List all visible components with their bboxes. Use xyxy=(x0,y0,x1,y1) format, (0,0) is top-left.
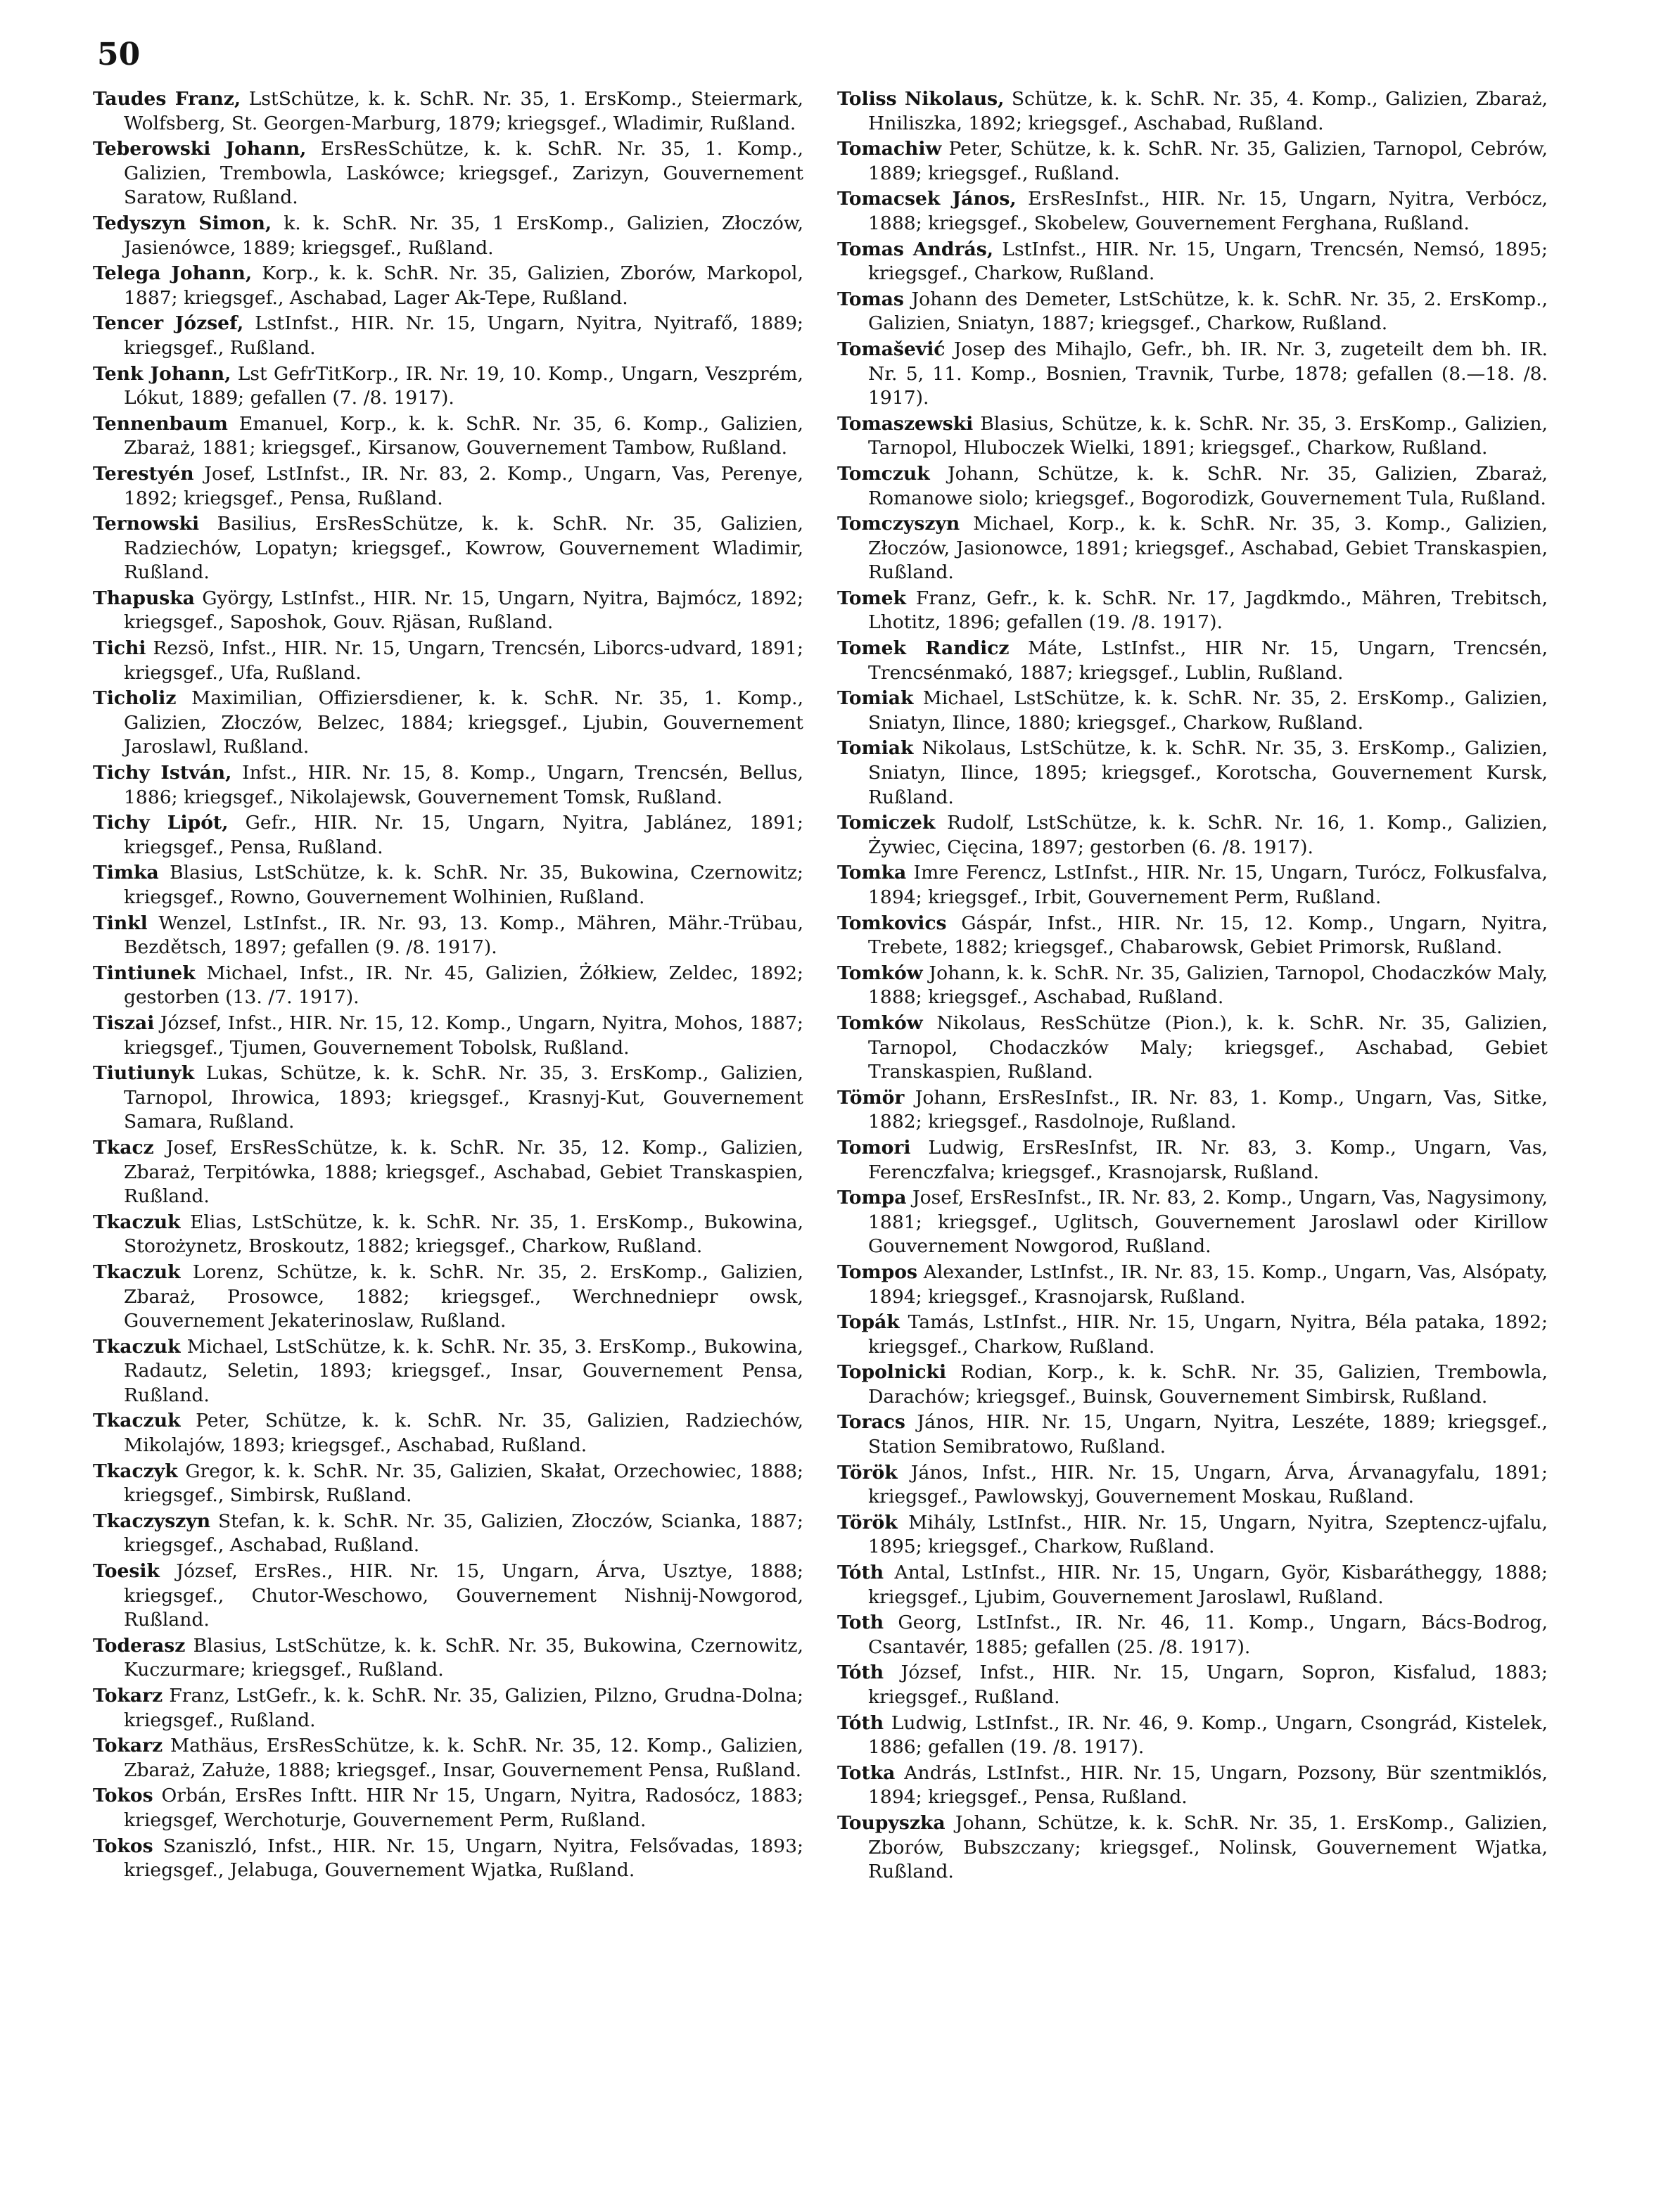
entry-surname: Tömör xyxy=(837,1086,905,1109)
entry-surname: Timka xyxy=(93,862,159,884)
entry-surname: Tokarz xyxy=(93,1735,163,1757)
casualty-entry xyxy=(93,137,803,210)
entry-surname: Tkaczyk xyxy=(93,1460,178,1482)
entry-surname: Toth xyxy=(837,1612,884,1634)
entry-details: József, ErsRes., HIR. Nr. 15, Ungarn, Árva, Usztye, 1888; kriegsgef., Chutor-Weschowo, Gouvernement Nishnij-Nowgorod, Rußland. xyxy=(124,1560,803,1631)
entry-details: Stefan, k. k. SchR. Nr. 35, Galizien, Złoczów, Scianka, 1887; kriegsgef., Aschabad, Rußland. xyxy=(124,1510,803,1557)
entry-surname: Tomas András, xyxy=(837,238,993,260)
entry-details: Johann des Demeter, LstSchütze, k. k. SchR. Nr. 35, 2. ErsKomp., Galizien, Sniatyn, 1887; kriegsgef., Charkow, Rußland. xyxy=(868,288,1548,335)
entry-surname: Tichy Lipót, xyxy=(93,812,229,834)
entry-details: Korp., k. k. SchR. Nr. 35, Galizien, Zborów, Markopol, 1887; kriegsgef., Aschabad, Lager Ak-Tepe, Rußland. xyxy=(124,262,803,309)
casualty-entry xyxy=(837,462,1548,511)
entry-details: Rezsö, Infst., HIR. Nr. 15, Ungarn, Trencsén, Liborcs-udvard, 1891; kriegsgef., Ufa, Rußland. xyxy=(124,637,803,684)
casualty-entry xyxy=(837,338,1548,411)
entry-details: Máte, LstInfst., HIR Nr. 15, Ungarn, Trencsén, Trencsénmakó, 1887; kriegsgef., Lublin, Rußland. xyxy=(868,637,1548,684)
entry-details: LstInfst., HIR. Nr. 15, Ungarn, Nyitra, Nyitrafő, 1889; kriegsgef., Rußland. xyxy=(124,312,803,359)
entry-details: Elias, LstSchütze, k. k. SchR. Nr. 35, 1. ErsKomp., Bukowina, Storożynetz, Broskoutz, 1882; kriegsgef., Charkow, Rußland. xyxy=(124,1211,803,1258)
entry-details: Josef, LstInfst., IR. Nr. 83, 2. Komp., Ungarn, Vas, Perenye, 1892; kriegsgef., Pensa, Rußland. xyxy=(124,462,803,509)
entry-surname: Tomczuk xyxy=(837,462,930,485)
casualty-entry xyxy=(93,962,803,1010)
entry-details: Peter, Schütze, k. k. SchR. Nr. 35, Galizien, Tarnopol, Cebrów, 1889; kriegsgef., Rußland. xyxy=(868,138,1548,184)
casualty-entry xyxy=(837,87,1548,136)
casualty-entry xyxy=(837,1086,1548,1135)
entry-surname: Tóth xyxy=(837,1662,884,1684)
entry-surname: Tomiczek xyxy=(837,812,936,834)
casualty-entry xyxy=(93,687,803,760)
casualty-entry xyxy=(93,811,803,860)
casualty-entry xyxy=(93,1684,803,1733)
entry-surname: Tkaczuk xyxy=(93,1211,181,1233)
casualty-entry xyxy=(837,1511,1548,1560)
entry-details: Emanuel, Korp., k. k. SchR. Nr. 35, 6. Komp., Galizien, Zbaraż, 1881; kriegsgef., Kirsanow, Gouvernement Tambow, Rußland. xyxy=(124,412,803,459)
entry-details: Gáspár, Infst., HIR. Nr. 15, 12. Komp., Ungarn, Nyitra, Trebete, 1882; kriegsgef., Chabarowsk, Gebiet Primorsk, Rußland. xyxy=(868,912,1548,959)
entry-details: Wenzel, LstInfst., IR. Nr. 93, 13. Komp., Mähren, Mähr.-Trübau, Bezdětsch, 1897; gefallen (9. /8. 1917). xyxy=(124,912,803,959)
casualty-entry xyxy=(93,1335,803,1408)
entry-details: Josef, ErsResSchütze, k. k. SchR. Nr. 35, 12. Komp., Galizien, Zbaraż, Terpitówka, 1888; kriegsgef., Aschabad, Gebiet Transkaspien, Rußland. xyxy=(124,1136,803,1208)
entry-details: József, Infst., HIR. Nr. 15, Ungarn, Sopron, Kisfalud, 1883; kriegsgef., Rußland. xyxy=(868,1662,1548,1708)
entry-surname: Tichi xyxy=(93,637,146,660)
entry-surname: Toesik xyxy=(93,1560,160,1583)
entry-surname: Tencer József, xyxy=(93,312,244,335)
casualty-entry xyxy=(837,1136,1548,1185)
casualty-entry xyxy=(837,1661,1548,1709)
entry-details: Infst., HIR. Nr. 15, 8. Komp., Ungarn, Trencsén, Bellus, 1886; kriegsgef., Nikolajewsk, Gouvernement Tomsk, Rußland. xyxy=(124,762,803,808)
casualty-entry xyxy=(837,1561,1548,1610)
entry-details: Johann, ErsResInfst., IR. Nr. 83, 1. Komp., Ungarn, Vas, Sitke, 1882; kriegsgef., Rasdolnoje, Rußland. xyxy=(868,1086,1548,1133)
entry-surname: Tompa xyxy=(837,1187,907,1209)
entry-surname: Tomaszewski xyxy=(837,412,974,435)
entry-details: Szaniszló, Infst., HIR. Nr. 15, Ungarn, Nyitra, Felsővadas, 1893; kriegsgef., Jelabuga, Gouvernement Wjatka, Rußland. xyxy=(124,1835,803,1882)
entry-details: Mathäus, ErsResSchütze, k. k. SchR. Nr. 35, 12. Komp., Galizien, Zbaraż, Załuże, 1888; kriegsgef., Insar, Gouvernement Pensa, Rußland. xyxy=(124,1735,803,1781)
entry-details: Schütze, k. k. SchR. Nr. 35, 4. Komp., Galizien, Zbaraż, Hniliszka, 1892; kriegsgef., Aschabad, Rußland. xyxy=(868,88,1548,134)
entry-details: József, Infst., HIR. Nr. 15, 12. Komp., Ungarn, Nyitra, Mohos, 1887; kriegsgef., Tjumen, Gouvernement Tobolsk, Rußland. xyxy=(124,1012,803,1059)
entry-surname: Tkaczuk xyxy=(93,1410,181,1432)
entry-surname: Török xyxy=(837,1511,898,1534)
casualty-entry xyxy=(837,1712,1548,1760)
entry-details: Gregor, k. k. SchR. Nr. 35, Galizien, Skałat, Orzechowiec, 1888; kriegsgef., Simbirsk, Rußland. xyxy=(124,1460,803,1507)
entry-surname: Terestyén xyxy=(93,462,194,485)
entry-surname: Thapuska xyxy=(93,587,195,609)
casualty-entry xyxy=(837,137,1548,186)
casualty-entry xyxy=(837,737,1548,810)
casualty-entry xyxy=(837,587,1548,635)
entry-details: András, LstInfst., HIR. Nr. 15, Ungarn, Pozsony, Bür szentmiklós, 1894; kriegsgef., Pensa, Rußland. xyxy=(868,1761,1548,1809)
casualty-entry xyxy=(93,637,803,685)
entry-surname: Tedyszyn Simon, xyxy=(93,212,272,234)
entry-details: Ludwig, ErsResInfst, IR. Nr. 83, 3. Komp., Ungarn, Vas, Ferenczfalva; kriegsgef., Krasnojarsk, Rußland. xyxy=(868,1136,1548,1183)
entry-surname: Tkacz xyxy=(93,1136,154,1159)
casualty-entry xyxy=(837,1261,1548,1309)
casualty-entry xyxy=(93,1734,803,1783)
entry-surname: Tomašević xyxy=(837,338,946,360)
entry-details: János, Infst., HIR. Nr. 15, Ungarn, Árva, Árvanagyfalu, 1891; kriegsgef., Pawlowskyj, Gouvernement Moskau, Rußland. xyxy=(868,1461,1548,1508)
entry-details: Tamás, LstInfst., HIR. Nr. 15, Ungarn, Nyitra, Béla pataka, 1892; kriegsgef., Charkow, Rußland. xyxy=(868,1311,1548,1358)
entry-surname: Tóth xyxy=(837,1712,884,1734)
entry-surname: Topolnicki xyxy=(837,1361,947,1384)
entry-details: Rodian, Korp., k. k. SchR. Nr. 35, Galizien, Trembowla, Darachów; kriegsgef., Buinsk, Gouvernement Simbirsk, Rußland. xyxy=(868,1361,1548,1408)
entry-surname: Tomacsek János, xyxy=(837,188,1017,210)
entry-details: Gefr., HIR. Nr. 15, Ungarn, Nyitra, Jablánez, 1891; kriegsgef., Pensa, Rußland. xyxy=(124,812,803,858)
entry-details: Alexander, LstInfst., IR. Nr. 83, 15. Komp., Ungarn, Vas, Alsópaty, 1894; kriegsgef., Krasnojarsk, Rußland. xyxy=(868,1261,1548,1308)
entry-surname: Toderasz xyxy=(93,1634,186,1657)
casualty-entry xyxy=(93,412,803,461)
entry-details: György, LstInfst., HIR. Nr. 15, Ungarn, Nyitra, Bajmócz, 1892; kriegsgef., Saposhok, Gouv. Rjäsan, Rußland. xyxy=(124,587,803,634)
entry-details: Nikolaus, ResSchütze (Pion.), k. k. SchR. Nr. 35, Galizien, Tarnopol, Chodaczków Maly; kriegsgef., Aschabad, Gebiet Transkaspien, Rußland. xyxy=(868,1012,1548,1083)
casualty-entry xyxy=(93,362,803,411)
entry-details: Ludwig, LstInfst., IR. Nr. 46, 9. Komp., Ungarn, Csongrád, Kistelek, 1886; gefallen (19. /8. 1917). xyxy=(868,1712,1548,1759)
casualty-entry xyxy=(837,687,1548,735)
entry-surname: Totka xyxy=(837,1761,896,1784)
entry-details: k. k. SchR. Nr. 35, 1 ErsKomp., Galizien, Złoczów, Jasienówce, 1889; kriegsgef., Rußland. xyxy=(124,212,803,259)
entry-details: Antal, LstInfst., HIR. Nr. 15, Ungarn, Györ, Kisbarátheggy, 1888; kriegsgef., Ljubim, Gouvernement Jaroslawl, Rußland. xyxy=(868,1562,1548,1608)
casualty-entry xyxy=(93,1460,803,1508)
entry-details: Lorenz, Schütze, k. k. SchR. Nr. 35, 2. ErsKomp., Galizien, Zbaraż, Prosowce, 1882; kriegsgef., Werchnedniepr owsk, Gouvernement Jekaterinoslaw, Rußland. xyxy=(124,1261,803,1332)
entry-details: Georg, LstInfst., IR. Nr. 46, 11. Komp., Ungarn, Bács-Bodrog, Csantavér, 1885; gefallen (25. /8. 1917). xyxy=(868,1612,1548,1658)
entry-details: Michael, LstSchütze, k. k. SchR. Nr. 35, 2. ErsKomp., Galizien, Sniatyn, Ilince, 1880; kriegsgef., Charkow, Rußland. xyxy=(868,687,1548,734)
entry-surname: Tomiak xyxy=(837,737,914,760)
entry-details: Johann, k. k. SchR. Nr. 35, Galizien, Tarnopol, Chodaczków Maly, 1888; kriegsgef., Aschabad, Rußland. xyxy=(868,962,1548,1009)
entry-surname: Teberowski Johann, xyxy=(93,138,307,160)
casualty-entry xyxy=(837,912,1548,960)
entry-surname: Tokos xyxy=(93,1785,153,1807)
left-column xyxy=(93,87,803,2162)
entry-details: Orbán, ErsRes Inftt. HIR Nr 15, Ungarn, Nyitra, Radosócz, 1883; kriegsgef, Werchoturje, Gouvernement Perm, Rußland. xyxy=(124,1785,803,1831)
entry-surname: Tenk Johann, xyxy=(93,362,231,385)
casualty-entry xyxy=(93,312,803,360)
entry-details: Johann, Schütze, k. k. SchR. Nr. 35, Galizien, Zbaraż, Romanowe siolo; kriegsgef., Bogorodizk, Gouvernement Tula, Rußland. xyxy=(868,462,1548,509)
casualty-entry xyxy=(93,1261,803,1334)
casualty-entry xyxy=(837,288,1548,336)
entry-surname: Tomka xyxy=(837,862,907,884)
entry-details: Josep des Mihajlo, Gefr., bh. IR. Nr. 3, zugeteilt dem bh. IR. Nr. 5, 11. Komp., Bosnien, Travnik, Turbe, 1878; gefallen (8.—18. /8. 1917). xyxy=(868,338,1548,409)
entry-surname: Toliss Nikolaus, xyxy=(837,88,1005,110)
casualty-entry xyxy=(837,1360,1548,1409)
entry-surname: Tompos xyxy=(837,1261,917,1283)
casualty-entry xyxy=(93,212,803,260)
entry-details: Lukas, Schütze, k. k. SchR. Nr. 35, 3. ErsKomp., Galizien, Tarnopol, Ihrowica, 1893; kriegsgef., Krasnyj-Kut, Gouvernement Samara, Rußland. xyxy=(124,1062,803,1133)
entry-details: ErsResSchütze, k. k. SchR. Nr. 35, 1. Komp., Galizien, Trembowla, Laskówce; kriegsgef., Zarizyn, Gouvernement Saratow, Rußland. xyxy=(124,138,803,209)
casualty-entry xyxy=(837,238,1548,286)
entry-surname: Ticholiz xyxy=(93,687,177,710)
entry-surname: Topák xyxy=(837,1311,900,1334)
entry-details: Lst GefrTitKorp., IR. Nr. 19, 10. Komp., Ungarn, Veszprém, Lókut, 1889; gefallen (7. /8. 1917). xyxy=(124,362,803,409)
entry-details: ErsResInfst., HIR. Nr. 15, Ungarn, Nyitra, Verbócz, 1888; kriegsgef., Skobelew, Gouvernement Ferghana, Rußland. xyxy=(868,188,1548,234)
entry-details: Imre Ferencz, LstInfst., HIR. Nr. 15, Ungarn, Turócz, Folkusfalva, 1894; kriegsgef., Irbit, Gouvernement Perm, Rußland. xyxy=(868,862,1548,908)
entry-surname: Taudes Franz, xyxy=(93,88,241,110)
entry-details: Mihály, LstInfst., HIR. Nr. 15, Ungarn, Nyitra, Szeptencz-ujfalu, 1895; kriegsgef., Charkow, Rußland. xyxy=(868,1511,1548,1558)
casualty-entry xyxy=(837,1012,1548,1085)
casualty-entry xyxy=(837,1461,1548,1510)
casualty-entry xyxy=(837,1410,1548,1459)
casualty-entry xyxy=(93,587,803,635)
entry-surname: Tennenbaum xyxy=(93,412,228,435)
entry-surname: Tomiak xyxy=(837,687,914,710)
entry-surname: Tomori xyxy=(837,1136,911,1159)
casualty-entry xyxy=(93,262,803,310)
casualty-entry xyxy=(93,1560,803,1633)
entry-details: Josef, ErsResInfst., IR. Nr. 83, 2. Komp., Ungarn, Vas, Nagysimony, 1881; kriegsgef., Uglitsch, Gouvernement Jaroslawl oder Kirillow Gouvernement Nowgorod, Rußland. xyxy=(868,1187,1548,1258)
entry-surname: Tomas xyxy=(837,288,904,310)
casualty-entry xyxy=(837,861,1548,910)
casualty-entry xyxy=(93,462,803,511)
entry-details: Blasius, LstSchütze, k. k. SchR. Nr. 35, Bukowina, Czernowitz, Kuczurmare; kriegsgef., Rußland. xyxy=(124,1634,803,1681)
entry-surname: Tomków xyxy=(837,1012,923,1034)
casualty-entry xyxy=(837,962,1548,1010)
casualty-entry xyxy=(93,861,803,910)
entry-surname: Tomczyszyn xyxy=(837,513,960,535)
entry-surname: Tkaczuk xyxy=(93,1335,181,1358)
entry-surname: Tokos xyxy=(93,1835,153,1857)
casualty-entry xyxy=(93,1784,803,1832)
casualty-entry xyxy=(837,512,1548,585)
entry-surname: Toracs xyxy=(837,1411,905,1434)
casualty-entry xyxy=(837,1761,1548,1810)
casualty-entry xyxy=(93,912,803,960)
casualty-entry xyxy=(93,1211,803,1259)
entry-surname: Tkaczuk xyxy=(93,1261,181,1283)
entry-details: Nikolaus, LstSchütze, k. k. SchR. Nr. 35, 3. ErsKomp., Galizien, Sniatyn, Ilince, 1895; kriegsgef., Korotscha, Gouvernement Kursk, Rußland. xyxy=(868,737,1548,808)
entry-surname: Tiutiunyk xyxy=(93,1062,195,1085)
casualty-entry xyxy=(93,87,803,136)
casualty-entry xyxy=(93,761,803,810)
casualty-entry xyxy=(837,1186,1548,1259)
entry-details: LstSchütze, k. k. SchR. Nr. 35, 1. ErsKomp., Steiermark, Wolfsberg, St. Georgen-Marburg, 1879; kriegsgef., Wladimir, Rußland. xyxy=(124,88,803,134)
casualty-entry xyxy=(93,1062,803,1135)
entry-details: Basilius, ErsResSchütze, k. k. SchR. Nr. 35, Galizien, Radziechów, Lopatyn; kriegsgef., Kowrow, Gouvernement Wladimir, Rußland. xyxy=(124,513,803,584)
entry-surname: Tomkovics xyxy=(837,912,947,934)
entry-details: Blasius, Schütze, k. k. SchR. Nr. 35, 3. ErsKomp., Galizien, Tarnopol, Hluboczek Wielki, 1891; kriegsgef., Charkow, Rußland. xyxy=(868,412,1548,459)
entry-surname: Tkaczyszyn xyxy=(93,1510,211,1532)
entry-surname: Ternowski xyxy=(93,513,200,535)
casualty-entry xyxy=(837,187,1548,236)
entry-details: Peter, Schütze, k. k. SchR. Nr. 35, Galizien, Radziechów, Mikolajów, 1893; kriegsgef., Aschabad, Rußland. xyxy=(124,1410,803,1457)
entry-details: Michael, Infst., IR. Nr. 45, Galizien, Żółkiew, Zeldec, 1892; gestorben (13. /7. 1917). xyxy=(124,962,803,1009)
entry-surname: Tiszai xyxy=(93,1012,155,1034)
entry-details: Franz, Gefr., k. k. SchR. Nr. 17, Jagdkmdo., Mähren, Trebitsch, Lhotitz, 1896; gefallen (19. /8. 1917). xyxy=(868,587,1548,634)
entry-details: Johann, Schütze, k. k. SchR. Nr. 35, 1. ErsKomp., Galizien, Zborów, Bubszczany; kriegsgef., Nolinsk, Gouvernement Wjatka, Rußland. xyxy=(868,1811,1548,1883)
casualty-entry xyxy=(93,1409,803,1458)
page-number: 50 xyxy=(97,37,141,72)
casualty-entry xyxy=(837,1611,1548,1659)
entry-surname: Török xyxy=(837,1461,898,1484)
casualty-entry xyxy=(93,1835,803,1883)
casualty-entry xyxy=(837,637,1548,685)
entry-surname: Tomków xyxy=(837,962,923,984)
entry-details: Rudolf, LstSchütze, k. k. SchR. Nr. 16, 1. Komp., Galizien, Żywiec, Cięcina, 1897; gestorben (6. /8. 1917). xyxy=(868,812,1548,858)
casualty-entry xyxy=(93,1136,803,1209)
entry-details: János, HIR. Nr. 15, Ungarn, Nyitra, Leszéte, 1889; kriegsgef., Station Semibratowo, Rußland. xyxy=(868,1411,1548,1458)
entry-details: Michael, LstSchütze, k. k. SchR. Nr. 35, 3. ErsKomp., Bukowina, Radautz, Seletin, 1893; kriegsgef., Insar, Gouvernement Pensa, Rußland. xyxy=(124,1335,803,1406)
entry-surname: Tinkl xyxy=(93,912,148,934)
entry-surname: Tokarz xyxy=(93,1685,163,1707)
entry-details: Blasius, LstSchütze, k. k. SchR. Nr. 35, Bukowina, Czernowitz; kriegsgef., Rowno, Gouvernement Wolhinien, Rußland. xyxy=(124,862,803,908)
entry-surname: Tomachiw xyxy=(837,138,942,160)
entry-surname: Tintiunek xyxy=(93,962,196,984)
casualty-entry xyxy=(93,1634,803,1683)
casualty-entry xyxy=(93,1510,803,1558)
entry-surname: Toupyszka xyxy=(837,1811,946,1834)
casualty-entry xyxy=(837,412,1548,461)
entry-details: Franz, LstGefr., k. k. SchR. Nr. 35, Galizien, Pilzno, Grudna-Dolna; kriegsgef., Rußland. xyxy=(124,1685,803,1731)
entry-surname: Tichy István, xyxy=(93,762,232,784)
entry-details: LstInfst., HIR. Nr. 15, Ungarn, Trencsén, Nemsó, 1895; kriegsgef., Charkow, Rußland. xyxy=(868,238,1548,285)
casualty-entry xyxy=(837,1311,1548,1359)
right-column xyxy=(837,87,1548,2162)
casualty-entry xyxy=(837,1811,1548,1885)
casualty-entry xyxy=(93,1012,803,1060)
entry-details: Maximilian, Offiziersdiener, k. k. SchR. Nr. 35, 1. Komp., Galizien, Złoczów, Belzec, 1884; kriegsgef., Ljubin, Gouvernement Jaroslawl, Rußland. xyxy=(124,687,803,758)
entry-details: Michael, Korp., k. k. SchR. Nr. 35, 3. Komp., Galizien, Złoczów, Jasionowce, 1891; kriegsgef., Aschabad, Gebiet Transkaspien, Rußland. xyxy=(868,513,1548,584)
casualty-entry xyxy=(837,811,1548,860)
entry-surname: Telega Johann, xyxy=(93,262,253,285)
entry-surname: Tóth xyxy=(837,1562,884,1584)
entry-surname: Tomek xyxy=(837,587,906,609)
entry-surname: Tomek Randicz xyxy=(837,637,1010,660)
casualty-entry xyxy=(93,512,803,585)
